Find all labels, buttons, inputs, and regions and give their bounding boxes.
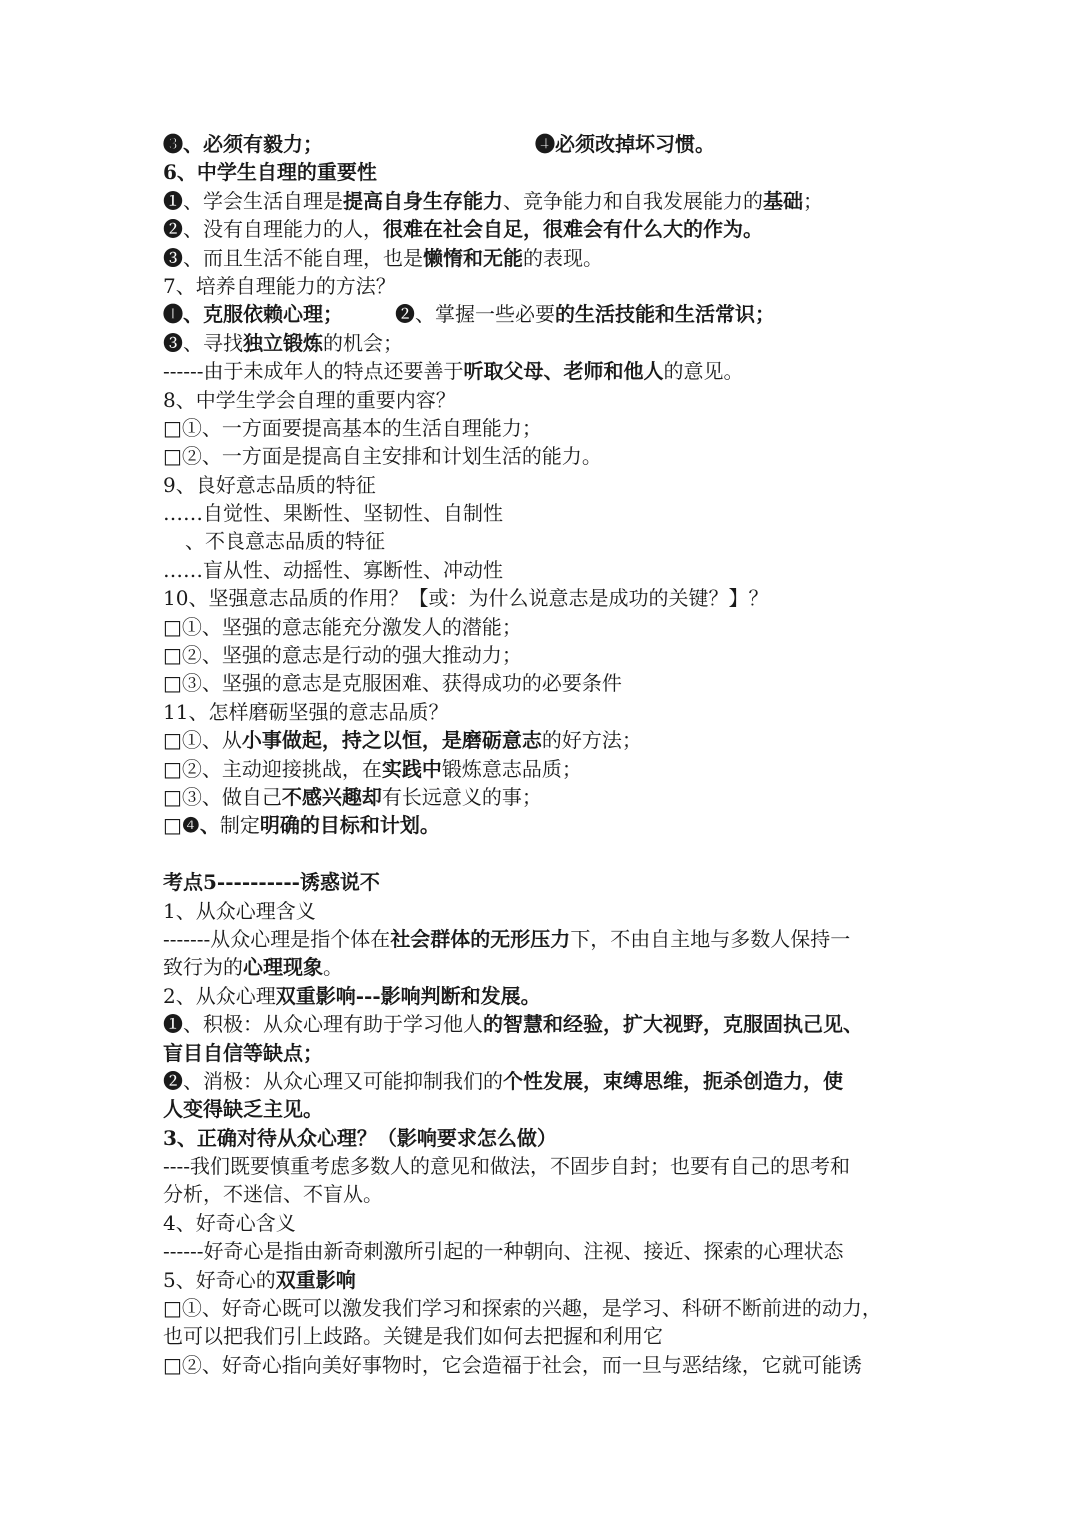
text-span: □②、主动迎接挑战，在	[163, 756, 382, 781]
bold-span: 心理现象	[243, 955, 323, 980]
text-line: ------好奇心是指由新奇刺激所引起的一种朝向、注视、接近、探索的心理状态	[163, 1239, 844, 1264]
bold-span: 很难在社会自足，很难会有什么大的作为。	[383, 217, 763, 242]
bold-span: 提高自身生存能力	[343, 188, 503, 213]
section-heading: 9、良好意志品质的特征	[163, 472, 376, 497]
text-line	[163, 953, 923, 981]
text-span: ------由于未成年人的特点还要善于	[163, 359, 464, 384]
text-span: □①、从	[163, 728, 242, 753]
list-item: □②、好奇心指向美好事物时，它会造福于社会，而一旦与恶结缘，它就可能诱	[163, 1352, 862, 1377]
text-span: 5、好奇心的	[163, 1267, 276, 1292]
text-span: ❷、消极：从众心理又可能抑制我们的	[163, 1068, 503, 1093]
text-line	[163, 187, 923, 215]
section-heading	[163, 982, 923, 1010]
text-span: ❷、掌握一些必要	[395, 302, 555, 327]
text-span: □③、做自己	[163, 784, 282, 809]
text-span: 。	[323, 955, 343, 980]
section-heading: 4、好奇心含义	[163, 1210, 296, 1235]
text-span: ❸、寻找	[163, 330, 243, 355]
section-heading: 7、培养自理能力的方法？	[163, 273, 396, 298]
section-heading: 3、正确对待从众心理？（影响要求怎么做）	[163, 1125, 557, 1150]
bold-span: 双重影响	[275, 1267, 356, 1292]
text-span: ❷、没有自理能力的人，	[163, 217, 383, 242]
text-line: 分析，不迷信、不盲从。	[163, 1182, 383, 1207]
bold-span: ❹、	[181, 813, 220, 838]
list-item: □②、坚强的意志是行动的强大推动力；	[163, 643, 522, 668]
bold-span: ❶、克服依赖心理；	[163, 302, 343, 327]
list-item	[163, 811, 923, 839]
text-line	[163, 925, 923, 953]
bold-span: 双重影响---影响判断和发展。	[275, 983, 541, 1008]
bold-span: 实践中	[381, 756, 442, 781]
list-item: □①、坚强的意志能充分激发人的潜能；	[163, 614, 522, 639]
section-heading	[163, 1266, 923, 1294]
list-item	[163, 783, 923, 811]
list-item	[163, 726, 923, 754]
text-span: 的机会；	[323, 330, 403, 355]
bold-span: 社会群体的无形压力	[390, 926, 571, 951]
document-body	[163, 130, 923, 1379]
text-line	[163, 357, 923, 385]
text-span: 致行为的	[163, 955, 243, 980]
text-span: 2、从众心理	[163, 983, 276, 1008]
bold-span: 小事做起，持之以恒，是磨砺意志	[241, 728, 542, 753]
text-line	[163, 130, 923, 158]
text-span: 下，不由自主地与多数人保持一	[570, 926, 851, 951]
text-line	[163, 300, 923, 328]
list-item: □①、一方面要提高基本的生活自理能力；	[163, 415, 542, 440]
bold-span: 明确的目标和计划。	[259, 813, 440, 838]
text-line: 盲目自信等缺点；	[163, 1040, 323, 1065]
text-span: 有长远意义的事；	[381, 784, 542, 809]
bold-span: 不感兴趣却	[281, 784, 382, 809]
list-item: □①、好奇心既可以激发我们学习和探索的兴趣，是学习、科研不断前进的动力，	[163, 1296, 882, 1321]
text-line: ----我们既要慎重考虑多数人的意见和做法，不固步自封；也要有自己的思考和	[163, 1154, 851, 1179]
section-heading: 10、坚强意志品质的作用？【或：为什么说意志是成功的关键？】？	[163, 586, 769, 611]
section-heading: 、不良意志品质的特征	[185, 529, 385, 554]
text-span: 锻炼意志品质；	[441, 756, 582, 781]
text-span: 、竞争能力和自我发展能力的	[503, 188, 763, 213]
list-item: □③、坚强的意志是克服困难、获得成功的必要条件	[163, 671, 622, 696]
text-span: -------从众心理是指个体在	[163, 926, 391, 951]
bold-span: 基础	[763, 188, 803, 213]
text-span: ❸、而且生活不能自理，也是	[163, 245, 423, 270]
bold-span: 懒惰和无能	[423, 245, 523, 270]
text-span: 的表现。	[523, 245, 603, 270]
bold-span: 个性发展，束缚思维，扼杀创造力，使	[503, 1068, 843, 1093]
list-item: □②、一方面是提高自主安排和计划生活的能力。	[163, 444, 602, 469]
text-line: ……盲从性、动摇性、寡断性、冲动性	[163, 557, 503, 582]
text-line: 也可以把我们引上歧路。关键是我们如何去把握和利用它	[163, 1324, 663, 1349]
list-item	[163, 755, 923, 783]
text-span: 制定	[219, 813, 260, 838]
text-line	[163, 244, 923, 272]
section-heading: 考点5----------诱惑说不	[163, 870, 380, 895]
text-span: ❶、学会生活自理是	[163, 188, 343, 213]
text-span: ；	[803, 188, 823, 213]
text-line: 人变得缺乏主见。	[163, 1097, 323, 1122]
section-heading: 8、中学生学会自理的重要内容？	[163, 387, 456, 412]
text-line	[163, 215, 923, 243]
bold-span: 独立锻炼	[243, 330, 323, 355]
text-span	[395, 300, 775, 328]
text-span: □	[163, 813, 182, 838]
blank-line	[163, 840, 923, 868]
text-line: ……自觉性、果断性、坚韧性、自制性	[163, 501, 503, 526]
bold-span: 的生活技能和生活常识；	[555, 302, 775, 327]
text-line	[163, 329, 923, 357]
text-line	[163, 1067, 923, 1095]
text-span: ❸、必须有毅力；	[163, 132, 323, 156]
text-span: ❶、积极：从众心理有助于学习他人	[163, 1012, 483, 1037]
text-span: ❹必须改掉坏习惯。	[535, 132, 715, 156]
section-heading: 1、从众心理含义	[163, 898, 316, 923]
section-heading: 11、怎样磨砺坚强的意志品质？	[163, 699, 449, 724]
text-span: 的意见。	[663, 359, 744, 384]
bold-span: 的智慧和经验，扩大视野，克服固执己见、	[483, 1012, 863, 1037]
text-span: 的好方法；	[541, 728, 642, 753]
text-line	[163, 1010, 923, 1038]
bold-span: 听取父母、老师和他人	[463, 359, 664, 384]
section-heading: 6、中学生自理的重要性	[163, 160, 377, 185]
